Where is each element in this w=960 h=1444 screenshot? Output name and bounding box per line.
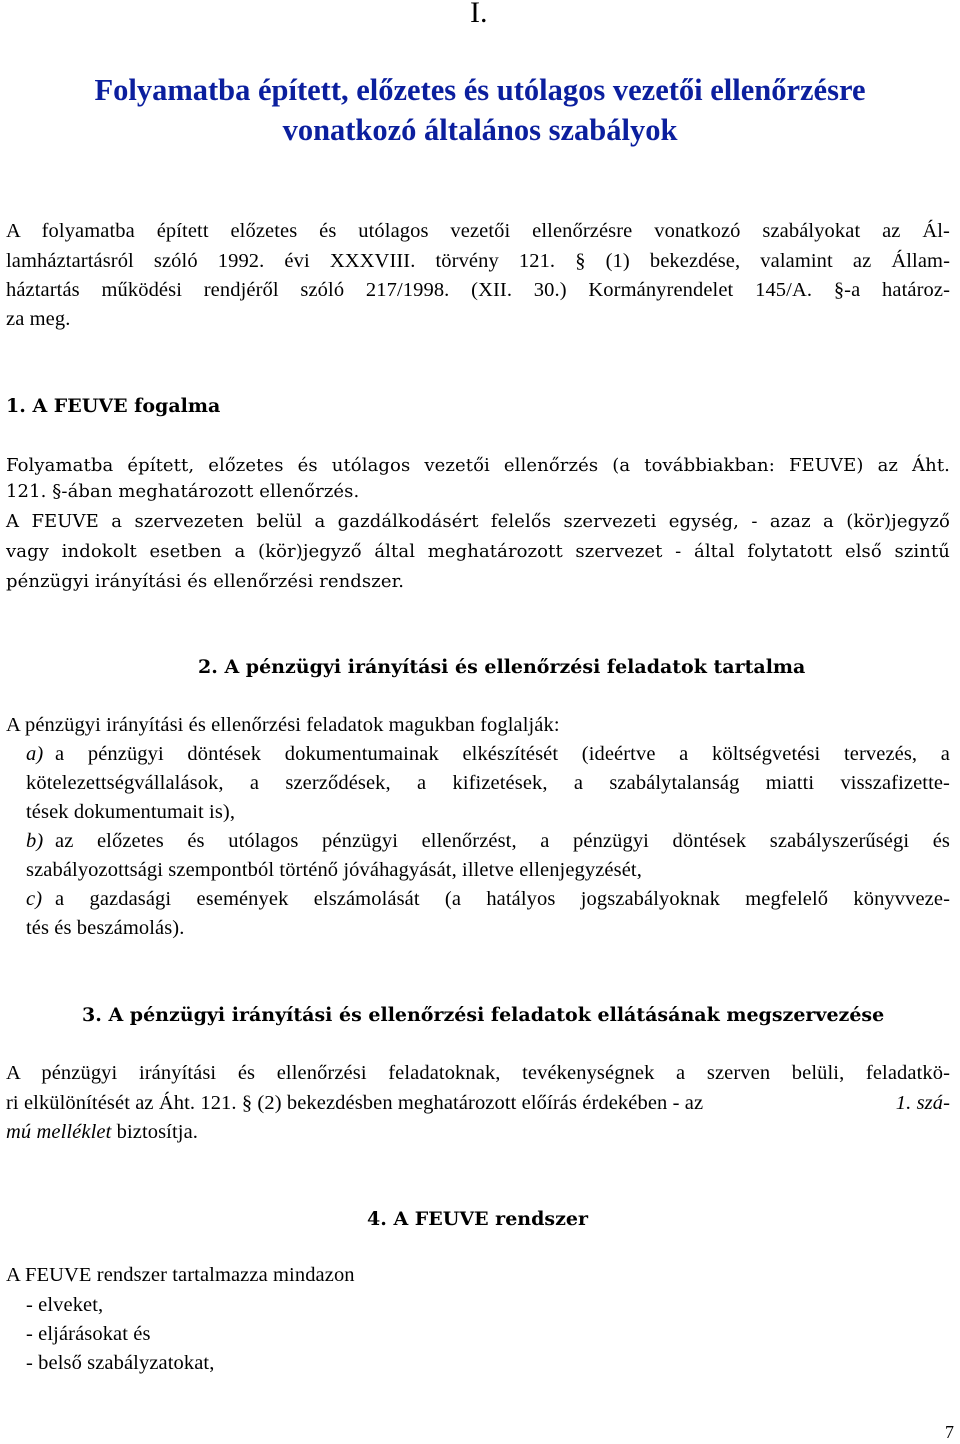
list-item-text: az előzetes és utólagos pénzügyi ellenőrzést, a pénzügyi döntések szabályszerűségi és (55, 830, 950, 852)
list-marker: a) (26, 743, 44, 765)
section-3-italic-text: mú melléklet (6, 1121, 112, 1143)
section-1-heading: 1. A FEUVE fogalma (6, 395, 221, 417)
page-number: 7 (945, 1422, 954, 1442)
list-item-text: tések dokumentumait is), (26, 801, 236, 823)
intro-line: háztartás működési rendjéről szóló 217/1998. (XII. 30.) Kormányrendelet 145/A. §-a határoz- (6, 279, 950, 301)
section-3-line (6, 1121, 198, 1144)
list-item-text: a pénzügyi döntések dokumentumainak elkészítését (ideértve a költségvetési tervezés, a (55, 743, 950, 765)
list-marker: c) (26, 888, 43, 910)
section-3-line (6, 1092, 950, 1115)
section-3-italic-text: 1. szá- (895, 1092, 950, 1114)
section-3-text: biztosítja. (116, 1121, 198, 1143)
list-marker: b) (26, 830, 44, 852)
list-item-text: a gazdasági események elszámolását (a hatályos jogszabályoknak megfelelő könyvveze- (55, 888, 950, 910)
section-4-intro: A FEUVE rendszer tartalmazza mindazon (6, 1264, 355, 1286)
section-1-line: Folyamatba épített, előzetes és utólagos vezetői ellenőrzés (a továbbiakban: FEUVE) az Áht. (6, 455, 950, 476)
section-4-heading: 4. A FEUVE rendszer (367, 1208, 588, 1230)
section-3-heading: 3. A pénzügyi irányítási és ellenőrzési feladatok ellátásának megszervezése (82, 1004, 885, 1026)
section-4-list-item: - elveket, (26, 1294, 104, 1316)
chapter-number: I. (470, 0, 488, 29)
section-1-line: vagy indokolt esetben a (kör)jegyző által meghatározott szervezet - által folytatott első szintű (6, 541, 950, 562)
page-title-line-2: vonatkozó általános szabályok (282, 113, 678, 147)
section-2-heading: 2. A pénzügyi irányítási és ellenőrzési feladatok tartalma (198, 656, 806, 678)
list-item-text: kötelezettségvállalások, a szerződések, a kifizetések, a szabálytalanság miatti visszafizette- (26, 772, 950, 794)
section-4-list-item: - belső szabályzatokat, (26, 1352, 215, 1374)
section-3-text: ri elkülönítését az Áht. 121. § (2) bekezdésben meghatározott előírás érdekében - az (6, 1092, 704, 1114)
page-title-line-1: Folyamatba épített, előzetes és utólagos vezetői ellenőrzésre (94, 73, 866, 107)
section-4-list-item: - eljárásokat és (26, 1323, 151, 1345)
section-3-line: A pénzügyi irányítási és ellenőrzési feladatoknak, tevékenységnek a szerven belüli, feladatkö- (6, 1062, 950, 1084)
section-1-line: A FEUVE a szervezeten belül a gazdálkodásért felelős szervezeti egység, - azaz a (kör)jegyző (6, 511, 950, 532)
section-2-intro: A pénzügyi irányítási és ellenőrzési feladatok magukban foglalják: (6, 714, 560, 736)
section-1-line: pénzügyi irányítási és ellenőrzési rendszer. (6, 571, 405, 592)
list-item-text: szabályozottsági szempontból történő jóváhagyását, illetve ellenjegyzését, (26, 859, 642, 881)
intro-line: za meg. (6, 308, 71, 330)
list-item-text: tés és beszámolás). (26, 917, 185, 939)
section-1-line: 121. §-ában meghatározott ellenőrzés. (6, 481, 360, 502)
intro-line: lamháztartásról szóló 1992. évi XXXVIII. törvény 121. § (1) bekezdése, valamint az Állam- (6, 250, 950, 272)
intro-line: A folyamatba épített előzetes és utólagos vezetői ellenőrzésre vonatkozó szabályokat az Ál- (6, 220, 950, 242)
